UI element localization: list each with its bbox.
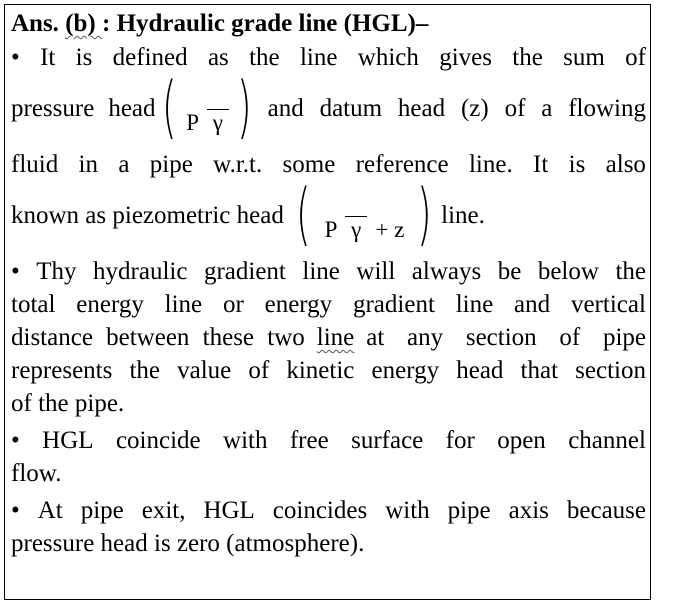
word: HGL [42,427,94,454]
p3-line1 [11,424,646,457]
word: with [223,427,268,454]
word: a [541,94,553,122]
word: represents [11,357,113,384]
word: line [455,291,494,318]
p1-line2-b [268,92,646,125]
word: vertical [570,291,646,318]
word: the [129,357,161,384]
word: energy [76,291,144,318]
word: coincide [115,427,201,454]
p2-line4 [11,354,646,387]
word: reference [355,151,449,178]
para-hgl-definition [11,41,646,254]
p1-line4-a: known as piezometric head [11,201,284,229]
word: head [397,94,446,122]
word: some [282,151,336,178]
frac1-numerator: P [186,110,200,135]
answer-title [11,7,646,41]
word: line [299,44,338,71]
word: • [11,497,20,524]
p4-line2: pressure head is zero (atmosphere). [11,530,365,557]
p1-line3 [11,148,646,181]
word: line. [468,151,513,178]
word: at [366,324,385,351]
word: for [445,427,475,454]
word: or [222,291,244,318]
word: with [385,497,430,524]
word: coincides [272,497,368,524]
word: head [456,357,504,384]
word: free [289,427,329,454]
word: is [568,151,586,178]
frac2-plus-z: + z [375,217,405,242]
squiggle-word: line [316,324,355,351]
word: section [465,324,537,351]
p1-line4-b: line. [441,201,485,229]
pressure-head-fraction: ( P γ ) [161,68,252,147]
word: gradient [352,291,435,318]
word: the [249,44,280,71]
word: a [118,151,130,178]
word: It [40,44,56,71]
word: gives [439,44,492,71]
word: (z) [460,94,489,122]
word: open [497,427,546,454]
frac2-numerator: P [324,217,338,242]
word: is [75,44,93,71]
word: of [504,94,526,122]
word: It [533,151,549,178]
p1-line2 [11,68,646,147]
word: • [11,44,20,71]
word: of [625,44,646,71]
word: also [605,151,646,178]
word: as [207,44,229,71]
word: any [407,324,444,351]
word: gradient [203,258,286,285]
para-hgl-below-tel [11,255,646,420]
word: • [11,427,20,454]
word: channel [568,427,646,454]
p2-line2 [11,288,646,321]
p3-line2: flow. [11,460,62,487]
word: which [357,44,419,71]
word: sum [563,44,605,71]
word: surface [351,427,424,454]
word: • [11,258,20,285]
p4-line1 [11,494,646,527]
p1-line1 [11,41,646,74]
frac2-denominator: γ [345,216,367,243]
word: total [11,291,56,318]
word: and [267,94,304,122]
p2-line1 [11,255,646,288]
piezometric-head-fraction: ( P γ + z ) [295,175,432,254]
word: axis [508,497,549,524]
answer-prefix: Ans. [11,10,66,37]
word: value [177,357,232,384]
word: energy [371,357,440,384]
word: between [106,324,190,351]
answer-option: (b) [65,10,102,37]
word: HGL [203,497,255,524]
p1-line2-a [11,92,156,125]
word: because [566,497,646,524]
word: always [411,258,482,285]
word: pipe [602,324,646,351]
word: energy [264,291,333,318]
word: kinetic [286,357,355,384]
p2-line5: of the pipe. [11,390,125,417]
word: pressure [11,94,95,122]
word: that [520,357,559,384]
word: and [514,291,551,318]
word: pipe [447,497,491,524]
word: Thy [36,258,77,285]
word: these [202,324,255,351]
word: will [356,258,396,285]
word: in [78,151,98,178]
word: of [248,357,270,384]
word: hydraulic [93,258,188,285]
frac1-denominator: γ [207,109,229,136]
word: defined [112,44,188,71]
word: of [559,324,581,351]
p2-line3 [11,321,646,354]
word: the [615,258,646,285]
word: distance [11,324,93,351]
word: datum [319,94,383,122]
word: the [512,44,543,71]
word: be [497,258,522,285]
word: w.r.t. [213,151,263,178]
word: At [37,497,63,524]
para-hgl-pipe-exit [11,494,646,560]
word: flowing [568,94,646,122]
para-hgl-open-channel [11,424,646,490]
word: pipe [149,151,193,178]
word: pipe [80,497,124,524]
word: below [537,258,599,285]
word: head [108,94,156,122]
word: fluid [11,151,59,178]
word: section [575,357,646,384]
answer-heading: : Hydraulic grade line (HGL)– [102,10,429,37]
p1-line4 [11,175,646,254]
answer-box [4,4,651,600]
word: exit, [141,497,186,524]
word: line [302,258,340,285]
word: line [164,291,203,318]
word: two [267,324,305,351]
